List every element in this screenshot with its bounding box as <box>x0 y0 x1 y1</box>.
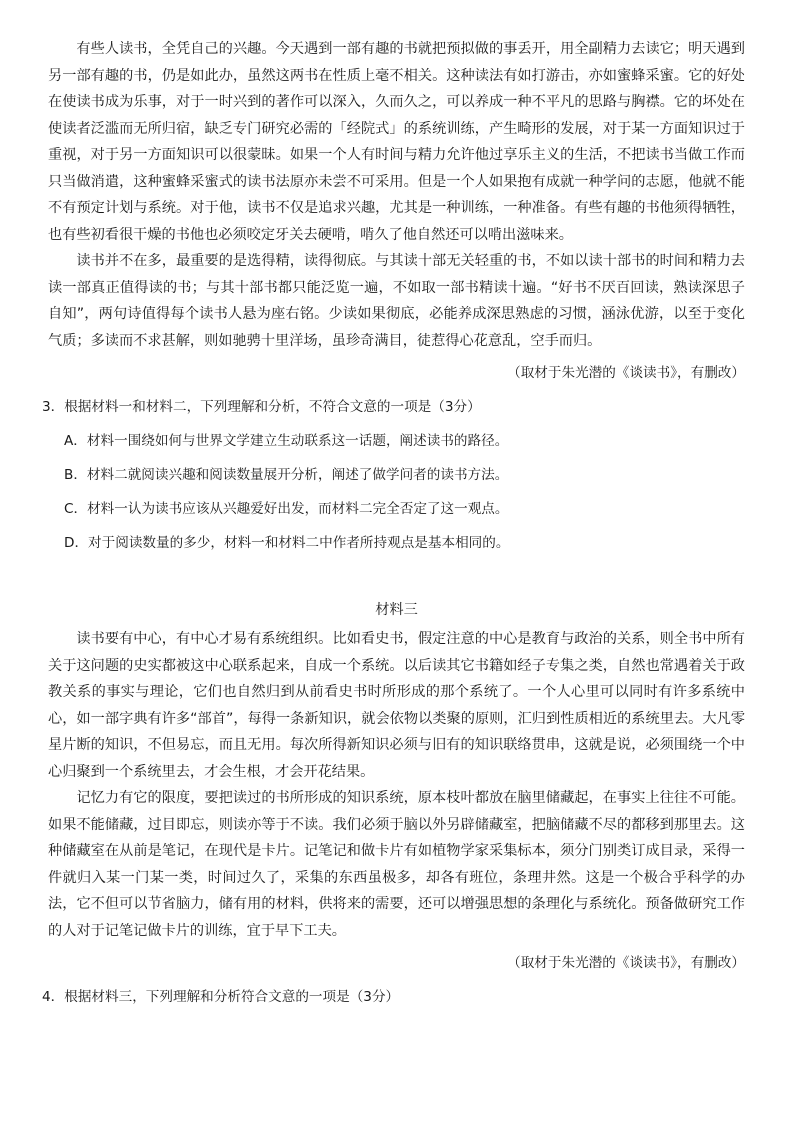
material2-paragraph-1: 有些人读书，全凭自己的兴趣。今天遇到一部有趣的书就把预拟做的事丢开，用全副精力去读它；明天遇到另一部有趣的书，仍是如此办，虽然这两书在性质上毫不相关。这种读法有如打游击，亦如蜜蜂采蜜。它的好处在使读书成为乐事，对于一时兴到的著作可以深入，久而久之，可以养成一种不平凡的思路与胸襟。它的坏处在使读者泛滥而无所归宿，缺乏专门研究必需的「经院式」的系统训练，产生畸形的发展，对于某一方面知识过于重视，对于另一方面知识可以很蒙昧。如果一个人有时间与精力允许他过享乐主义的生活，不把读书当做工作而只当做消遣，这种蜜蜂采蜜式的读书法原亦未尝不可采用。但是一个人如果抱有成就一种学问的志愿，他就不能不有预定计划与系统。对于他，读书不仅是追求兴趣，尤其是一种训练，一种准备。有些有趣的书他须得牺牲，也有些初看很干燥的书他也必须咬定牙关去硬啃，啃久了他自然还可以啃出滋味来。 <box>48 41 745 243</box>
question-3-option-b: B．材料二就阅读兴趣和阅读数量展开分析，阐述了做学问者的读书方法。 <box>64 467 509 483</box>
material2-source: （取材于朱光潜的《谈读书》，有删改） <box>507 365 745 381</box>
material3-source: （取材于朱光潜的《谈读书》，有删改） <box>507 955 745 971</box>
question-3-stem: 3．根据材料一和材料二，下列理解和分析，不符合文意的一项是（3分） <box>42 399 481 415</box>
question-3-option-d: D．对于阅读数量的多少，材料一和材料二中作者所持观点是基本相同的。 <box>64 535 510 551</box>
material3-paragraph-1: 读书要有中心，有中心才易有系统组织。比如看史书，假定注意的中心是教育与政治的关系，则全书中所有关于这问题的史实都被这中心联系起来，自成一个系统。以后读其它书籍如经子专集之类，自然也常遇着关于政教关系的事实与理论，它们也自然归到从前看史书时所形成的那个系统了。一个人心里可以同时有许多系统中心，如一部字典有许多“部首”，每得一条新知识，就会依物以类聚的原则，汇归到性质相近的系统里去。大凡零星片断的知识，不但易忘，而且无用。每次所得新知识必须与旧有的知识联络贯串，这就是说，必须围绕一个中心归聚到一个系统里去，才会生根，才会开花结果。 <box>48 631 745 780</box>
material3-title: 材料三 <box>375 602 418 618</box>
material2-paragraph-2: 读书并不在多，最重要的是选得精，读得彻底。与其读十部无关轻重的书，不如以读十部书的时间和精力去读一部真正值得读的书；与其十部书都只能泛览一遍，不如取一部书精读十遍。“好书不厌百回读，熟读深思子自知”，两句诗值得每个读书人悬为座右铭。少读如果彻底，必能养成深思熟虑的习惯，涵泳优游，以至于变化气质；多读而不求甚解，则如驰骋十里洋场，虽珍奇满目，徒惹得心花意乱，空手而归。 <box>48 253 745 349</box>
exam-page <box>42 36 745 1014</box>
question-4-stem: 4．根据材料三，下列理解和分析符合文意的一项是（3分） <box>42 989 400 1005</box>
question-3-option-c: C．材料一认为读书应该从兴趣爱好出发，而材料二完全否定了这一观点。 <box>64 501 509 517</box>
material3-paragraph-2: 记忆力有它的限度，要把读过的书所形成的知识系统，原本枝叶都放在脑里储藏起，在事实上往往不可能。如果不能储藏，过目即忘，则读亦等于不读。我们必须于脑以外另辟储藏室，把脑储藏不尽的都移到那里去。这种储藏室在从前是笔记，在现代是卡片。记笔记和做卡片有如植物学家采集标本，须分门别类订成目录，采得一件就归入某一门某一类，时间过久了，采集的东西虽极多，却各有班位，条理井然。这是一个极合乎科学的办法，它不但可以节省脑力，储有用的材料，供将来的需要，还可以增强思想的条理化与系统化。预备做研究工作的人对于记笔记做卡片的训练，宜于早下工夫。 <box>48 790 745 939</box>
question-3-option-a: A．材料一围绕如何与世界文学建立生动联系这一话题，阐述读书的路径。 <box>64 433 509 449</box>
